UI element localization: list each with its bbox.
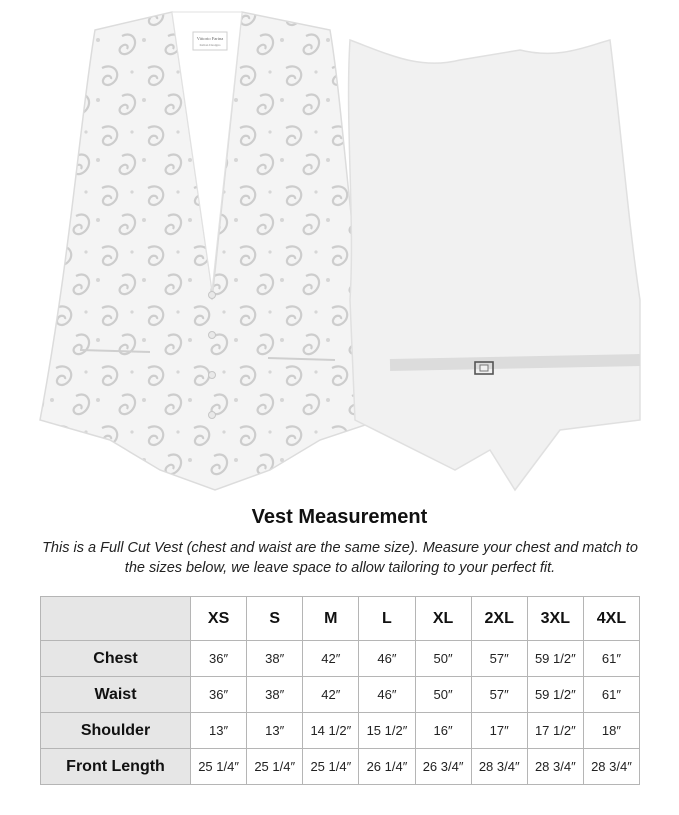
table-cell: 59 1/2″ — [527, 641, 583, 677]
table-cell: 42″ — [303, 641, 359, 677]
back-vest-image — [349, 40, 640, 490]
row-label: Waist — [41, 677, 191, 713]
row-label: Shoulder — [41, 713, 191, 749]
table-cell: 25 1/4″ — [191, 749, 247, 785]
table-cell: 25 1/4″ — [247, 749, 303, 785]
table-corner-cell — [41, 597, 191, 641]
section-description: This is a Full Cut Vest (chest and waist are the same size). Measure your chest and match to the sizes below, we leave space to allow tailoring to your perfect fit. — [42, 540, 638, 576]
table-cell: 50″ — [415, 641, 471, 677]
size-header-3xl: 3XL — [527, 597, 583, 641]
size-header-xl: XL — [415, 597, 471, 641]
size-chart-table — [40, 596, 640, 785]
table-cell: 36″ — [191, 677, 247, 713]
table-row-chest — [41, 641, 640, 677]
table-row-shoulder — [41, 713, 640, 749]
table-cell: 36″ — [191, 641, 247, 677]
size-header-l: L — [359, 597, 415, 641]
table-cell: 38″ — [247, 677, 303, 713]
table-cell: 59 1/2″ — [527, 677, 583, 713]
table-cell: 42″ — [303, 677, 359, 713]
front-vest-image — [40, 12, 380, 490]
table-cell: 25 1/4″ — [303, 749, 359, 785]
table-cell: 26 3/4″ — [415, 749, 471, 785]
table-cell: 38″ — [247, 641, 303, 677]
svg-text:Italian Designs: Italian Designs — [199, 43, 221, 47]
table-cell: 13″ — [191, 713, 247, 749]
size-header-row — [41, 597, 640, 641]
table-cell: 15 1/2″ — [359, 713, 415, 749]
table-cell: 57″ — [471, 641, 527, 677]
svg-text:Vittorio Farina: Vittorio Farina — [196, 36, 224, 41]
table-cell: 46″ — [359, 677, 415, 713]
size-header-m: M — [303, 597, 359, 641]
row-label: Front Length — [41, 749, 191, 785]
table-cell: 46″ — [359, 641, 415, 677]
table-cell: 61″ — [583, 641, 639, 677]
table-cell: 17 1/2″ — [527, 713, 583, 749]
size-header-4xl: 4XL — [583, 597, 639, 641]
table-cell: 50″ — [415, 677, 471, 713]
table-row-front-length — [41, 749, 640, 785]
table-cell: 14 1/2″ — [303, 713, 359, 749]
table-cell: 28 3/4″ — [527, 749, 583, 785]
table-cell: 61″ — [583, 677, 639, 713]
size-header-xs: XS — [191, 597, 247, 641]
table-cell: 16″ — [415, 713, 471, 749]
table-cell: 13″ — [247, 713, 303, 749]
row-label: Chest — [41, 641, 191, 677]
section-title: Vest Measurement — [251, 506, 428, 528]
size-header-2xl: 2XL — [471, 597, 527, 641]
table-cell: 28 3/4″ — [583, 749, 639, 785]
table-cell: 26 1/4″ — [359, 749, 415, 785]
table-row-waist — [41, 677, 640, 713]
size-header-s: S — [247, 597, 303, 641]
table-cell: 57″ — [471, 677, 527, 713]
table-cell: 28 3/4″ — [471, 749, 527, 785]
table-cell: 18″ — [583, 713, 639, 749]
table-cell: 17″ — [471, 713, 527, 749]
